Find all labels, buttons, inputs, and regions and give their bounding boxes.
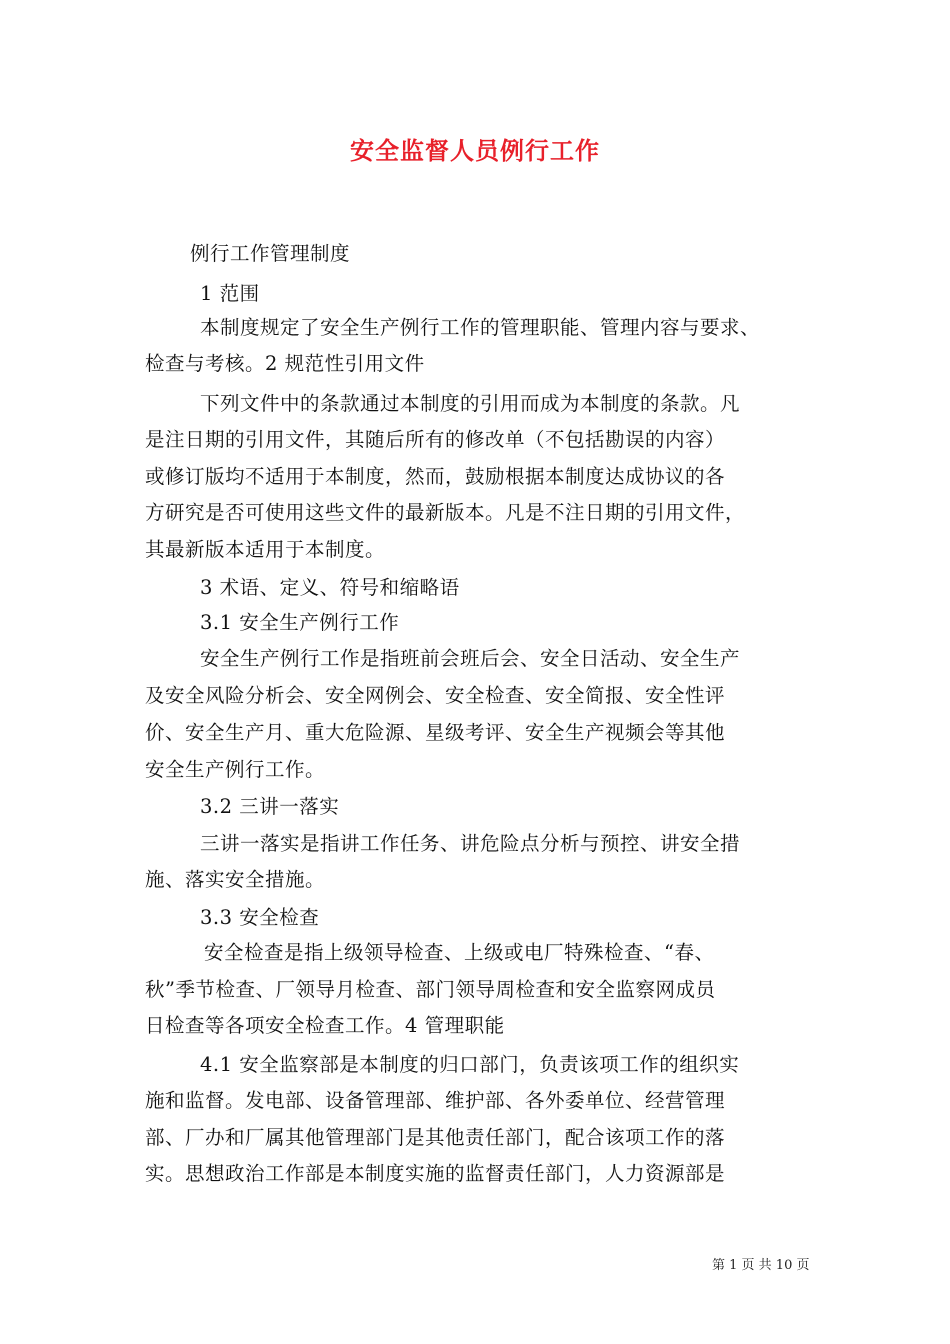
body-line: 施、落实安全措施。 xyxy=(145,868,326,891)
page-footer: 第 1 页 共 10 页 xyxy=(712,1258,810,1273)
body-line: 检查与考核。2 规范性引用文件 xyxy=(145,352,425,375)
body-line: 例行工作管理制度 xyxy=(190,242,351,265)
body-line: 3.1 安全生产例行工作 xyxy=(200,611,400,634)
body-line: 是注日期的引用文件，其随后所有的修改单（不包括勘误的内容） xyxy=(145,428,726,451)
body-line: 三讲一落实是指讲工作任务、讲危险点分析与预控、讲安全措 xyxy=(200,832,741,855)
body-line: 安全生产例行工作。 xyxy=(145,758,326,781)
body-line: 3 术语、定义、符号和缩略语 xyxy=(200,576,460,599)
body-line: 本制度规定了安全生产例行工作的管理职能、管理内容与要求、 xyxy=(200,316,761,339)
body-line: 方研究是否可使用这些文件的最新版本。凡是不注日期的引用文件， xyxy=(145,501,746,524)
document-title: 安全监督人员例行工作 xyxy=(350,137,600,165)
body-line: 4.1 安全监察部是本制度的归口部门，负责该项工作的组织实 xyxy=(200,1053,740,1076)
body-line: 价、安全生产月、重大危险源、星级考评、安全生产视频会等其他 xyxy=(145,721,726,744)
body-line: 日检查等各项安全检查工作。4 管理职能 xyxy=(145,1014,505,1037)
body-line: 1 范围 xyxy=(200,282,260,305)
body-line: 或修订版均不适用于本制度，然而，鼓励根据本制度达成协议的各 xyxy=(145,465,726,488)
body-line: 秋”季节检查、厂领导月检查、部门领导周检查和安全监察网成员 xyxy=(145,978,716,1001)
body-line: 安全生产例行工作是指班前会班后会、安全日活动、安全生产 xyxy=(200,647,741,670)
body-line: 施和监督。发电部、设备管理部、维护部、各外委单位、经营管理 xyxy=(145,1089,726,1112)
body-line: 及安全风险分析会、安全网例会、安全检查、安全简报、安全性评 xyxy=(145,684,726,707)
body-line: 3.3 安全检查 xyxy=(200,906,320,929)
body-line: 实。思想政治工作部是本制度实施的监督责任部门，人力资源部是 xyxy=(145,1162,726,1185)
body-line: 安全检查是指上级领导检查、上级或电厂特殊检查、“春、 xyxy=(204,941,715,964)
body-line: 其最新版本适用于本制度。 xyxy=(145,538,386,561)
body-line: 3.2 三讲一落实 xyxy=(200,795,340,818)
body-line: 部、厂办和厂属其他管理部门是其他责任部门，配合该项工作的落 xyxy=(145,1126,726,1149)
body-line: 下列文件中的条款通过本制度的引用而成为本制度的条款。凡 xyxy=(200,392,741,415)
